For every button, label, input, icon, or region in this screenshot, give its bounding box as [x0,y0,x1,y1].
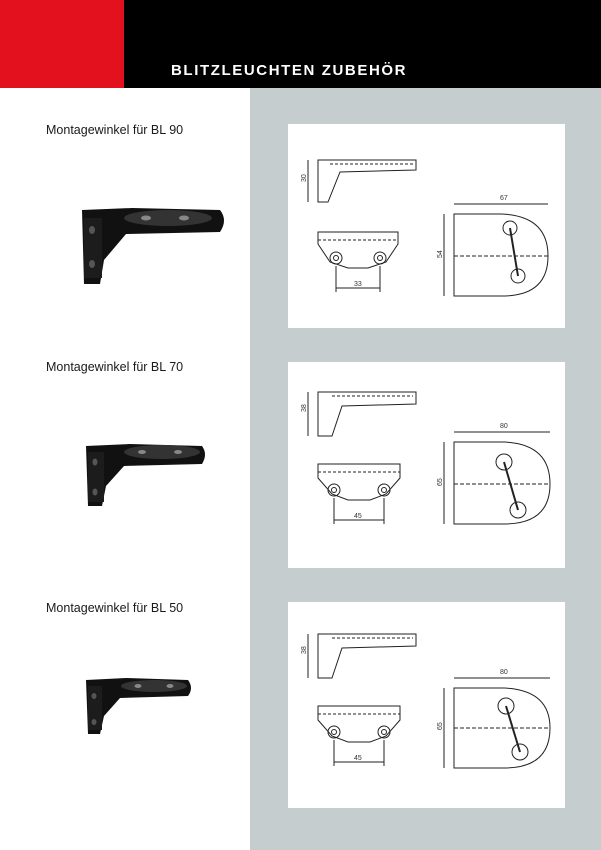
product-label-bl90: Montagewinkel für BL 90 [46,123,184,137]
technical-drawing-bl50 [288,602,565,808]
dim-plate-width: 80 [500,669,508,676]
technical-drawing-bl90 [288,124,565,328]
side-view [308,634,416,678]
page-title: BLITZLEUCHTEN ZUBEHÖR [171,62,408,79]
top-view [444,204,548,296]
top-view [444,432,550,524]
dim-height: 38 [301,404,308,412]
dim-hole-spacing: 45 [354,513,362,520]
dim-plate-width: 80 [500,423,508,430]
top-view [444,678,550,768]
bracket-photo-bl90 [70,198,230,294]
side-view [308,160,416,202]
side-view [308,392,416,436]
dim-hole-spacing: 45 [354,755,362,762]
dim-plate-height: 54 [437,250,444,258]
bracket-photo-bl50 [80,670,196,742]
technical-drawing-bl70 [288,362,565,568]
product-label-bl70: Montagewinkel für BL 70 [46,360,184,374]
bracket-photo-bl70 [78,436,210,514]
dim-plate-width: 67 [500,195,508,202]
dim-hole-spacing: 33 [354,281,362,288]
dim-plate-height: 65 [437,722,444,730]
dim-height: 38 [301,646,308,654]
dim-height: 30 [301,174,308,182]
product-label-bl50: Montagewinkel für BL 50 [46,601,184,615]
dim-plate-height: 65 [437,478,444,486]
header-red-block [0,0,124,88]
